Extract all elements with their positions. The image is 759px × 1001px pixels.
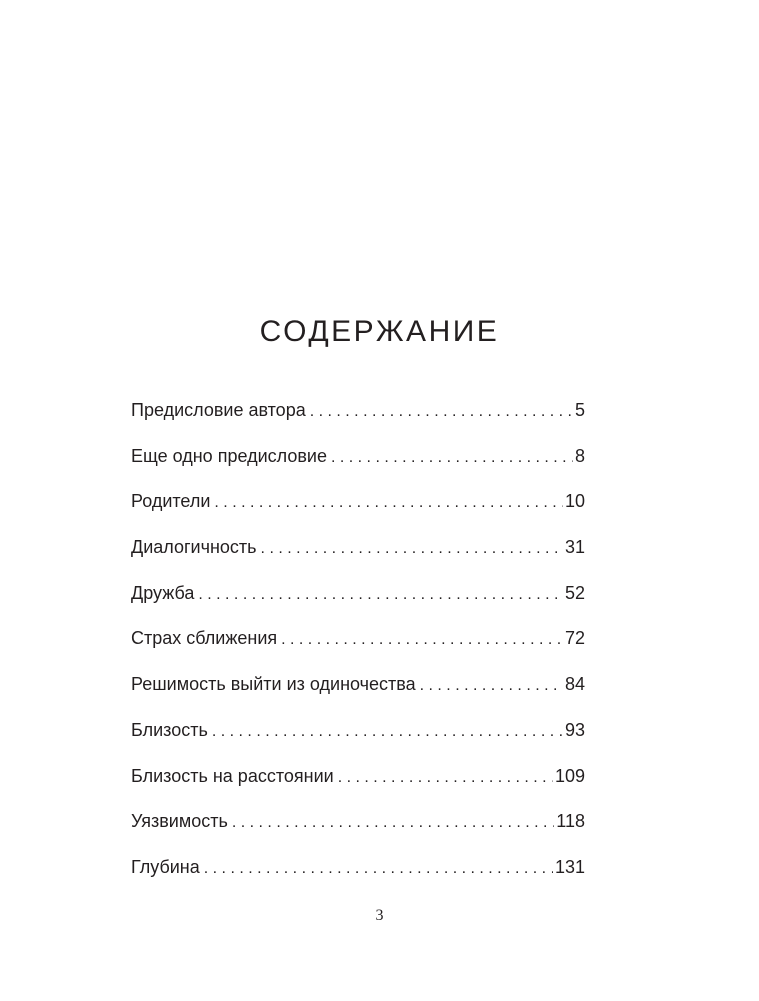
toc-leader-dots — [204, 853, 553, 885]
toc-entry-title: Близость на расстоянии — [131, 765, 334, 786]
toc-entry-page: 84 — [564, 674, 585, 695]
toc-entry-page: 52 — [564, 582, 585, 603]
toc-leader-dots — [331, 442, 573, 474]
toc-entry — [131, 440, 585, 486]
toc-entry — [131, 760, 585, 806]
toc-entry-title: Страх сближения — [131, 628, 278, 649]
toc-leader-dots — [214, 487, 563, 519]
toc-entry-title: Диалогичность — [131, 537, 257, 558]
toc-entry-page: 8 — [574, 445, 585, 466]
toc-entry — [131, 485, 585, 531]
page-title: СОДЕРЖАНИЕ — [259, 315, 500, 348]
toc-entry-title: Предисловие автора — [131, 400, 306, 420]
toc-entry — [131, 851, 585, 897]
toc-entry-page: 93 — [564, 719, 585, 740]
toc-entry-title: Дружба — [131, 582, 195, 603]
toc-entry-page: 109 — [554, 765, 585, 786]
toc-entry — [131, 622, 585, 668]
toc-leader-dots — [232, 807, 554, 839]
toc-entry-title: Еще одно предисловие — [131, 445, 327, 466]
toc-entry-page: 31 — [564, 537, 585, 558]
toc-entry — [131, 394, 585, 440]
toc-entry-page: 72 — [564, 628, 585, 649]
toc-leader-dots — [420, 670, 563, 702]
toc-entry — [131, 714, 585, 760]
toc-entry-page: 118 — [556, 811, 585, 832]
toc-entry-page: 10 — [564, 491, 585, 512]
toc-entry — [131, 805, 585, 851]
toc-entry-title: Родители — [131, 491, 211, 512]
toc-leader-dots — [261, 533, 563, 565]
toc-entry-title: Уязвимость — [131, 811, 228, 832]
toc-leader-dots — [338, 762, 553, 794]
toc-leader-dots — [281, 624, 563, 656]
toc-entry-title: Глубина — [131, 856, 200, 877]
toc-entry — [131, 668, 585, 714]
toc-leader-dots — [212, 716, 563, 748]
toc-leader-dots — [310, 396, 573, 428]
toc-entry-title: Решимость выйти из одиночества — [131, 674, 416, 695]
toc-entry-page: 5 — [574, 400, 585, 420]
toc-leader-dots — [198, 579, 563, 611]
toc-entry-title: Близость — [131, 719, 208, 740]
page-number: 3 — [375, 907, 384, 924]
toc-entry — [131, 531, 585, 577]
table-of-contents — [131, 394, 585, 897]
toc-entry-page: 131 — [554, 856, 585, 877]
toc-entry — [131, 577, 585, 623]
